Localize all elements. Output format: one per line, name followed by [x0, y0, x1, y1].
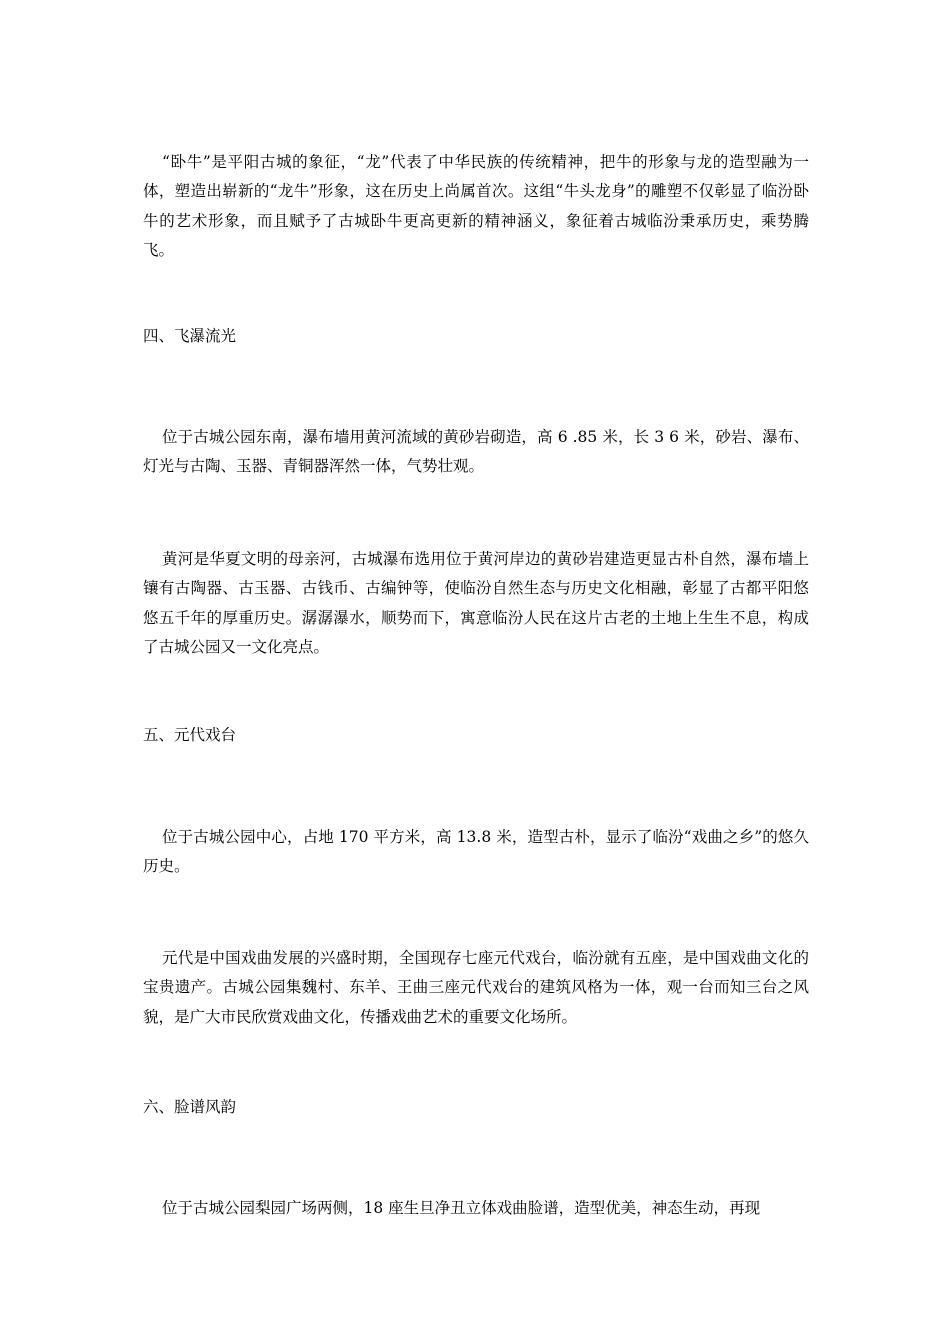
- paragraph-facial-masks: 位于古城公园梨园广场两侧，18 座生旦净丑立体戏曲脸谱，造型优美，神态生动，再现: [162, 1199, 761, 1217]
- section-heading-6: 六、脸谱风韵: [143, 1098, 237, 1116]
- section-heading-4: 四、飞瀑流光: [143, 327, 237, 345]
- paragraph-wo-niu: “卧牛”是平阳古城的象征，“龙”代表了中华民族的传统精神，把牛的形象与龙的造型融为一体，塑造出崭新的“龙牛”形象，这在历史上尚属首次。这组“牛头龙身”的雕塑不仅彰显了临汾卧牛的艺术形象，而且赋予了古城卧牛更高更新的精神涵义，象征着古城临汾秉承历史，乘势腾飞。: [143, 153, 809, 259]
- paragraph-stage-location: 位于古城公园中心，占地 170 平方米，高 13.8 米，造型古朴，显示了临汾“戏曲之乡”的悠久历史。: [143, 828, 809, 876]
- paragraph-waterfall-meaning: 黄河是华夏文明的母亲河，古城瀑布选用位于黄河岸边的黄砂岩建造更显古朴自然，瀑布墙上镶有古陶器、古玉器、古钱币、古编钟等，使临汾自然生态与历史文化相融，彰显了古都平阳悠悠五千年的厚重历史。潺潺瀑水，顺势而下，寓意临汾人民在这片古老的土地上生生不息，构成了古城公园又一文化亮点。: [143, 550, 809, 656]
- paragraph-stage-history: 元代是中国戏曲发展的兴盛时期，全国现存七座元代戏台，临汾就有五座，是中国戏曲文化的宝贵遗产。古城公园集魏村、东羊、王曲三座元代戏台的建筑风格为一体，观一台而知三台之风貌，是广大市民欣赏戏曲文化，传播戏曲艺术的重要文化场所。: [143, 949, 809, 1026]
- section-heading-5: 五、元代戏台: [143, 726, 237, 744]
- paragraph-waterfall-location: 位于古城公园东南，瀑布墙用黄河流域的黄砂岩砌造，高 6 .85 米，长 3 6 米，砂岩、瀑布、灯光与古陶、玉器、青铜器浑然一体，气势壮观。: [143, 428, 809, 476]
